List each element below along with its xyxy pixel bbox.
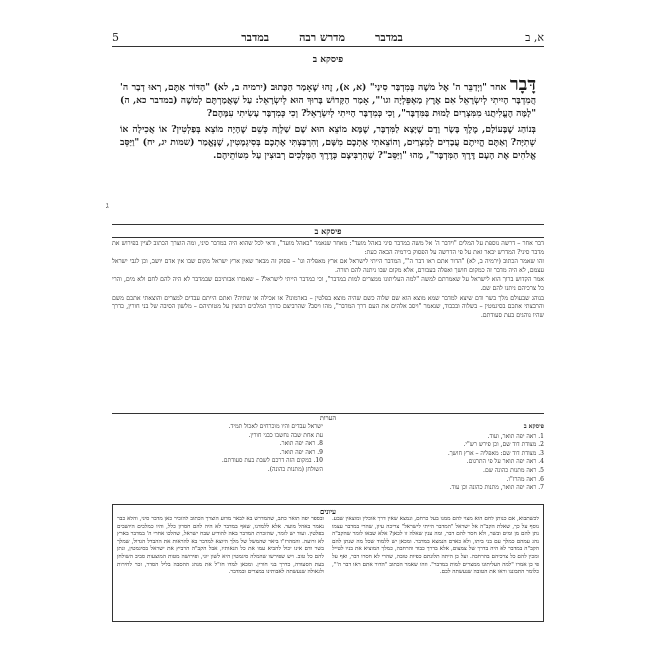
header-label-left: במדבר [241, 30, 270, 44]
commentary [112, 240, 544, 408]
footnotes-divider [112, 413, 544, 422]
footnote: 4. ראה יפה תואר על פי התרגום. [466, 458, 544, 466]
commentary-section-title: פיסקא ב [314, 226, 342, 236]
footnote: 3. מצודת דוד שם: מאפליה – ארץ חושך. [447, 449, 544, 457]
footnote: השולחן (מתנות כהונה). [267, 465, 323, 473]
footnote: 6. ראה מהרז"ו. [506, 475, 544, 483]
chapter-ref: א, ב [525, 30, 544, 44]
insight-box-columns [117, 516, 539, 616]
footnote: 8. ראה יפה תואר. [279, 440, 323, 448]
footnote: 5. ראה מתנות כהונה שם. [483, 466, 544, 474]
page-header [112, 28, 544, 47]
footnotes-right-column [333, 423, 544, 501]
commentary-paragraph: זהו שאמר הכתוב (ירמיה ב, לא) "הדור אתם ראו דבר ה'", המדבר הייתי לישראל אם ארץ מאפליה וגו' – פסוק זה מבאר שאין ארץ ישראל מקום שבו אין אדם יושב, וכן לגבי ישראל עצמם, לא היה מדבר זה כמקום חושך ואפלה בעבורם, אלא מקום שבו ניתנה להם תורה. [112, 258, 544, 274]
commentary-paragraph: בנוהג שבעולם מלך בשר ודם שיצא למדבר שמא מוצא הוא שם שלוה כשם שהיה מוצא בפלטין – בארמונו? או אכילה או שתיה? ואתם הייתם עבדים למצרים והוצאתי אתכם משם והרבצתי אתכם בסיגמטין – בשלוה ובכבוד, שנאמר "ויסב אלהים את העם דרך המדבר", מהו ויסב? שהרביצם כדרך המלכים רבוצין על מטותיהם – מלשון הסיבה של בני חורין, כדרך שהיו נוהגים בעת סעודתם. [112, 294, 544, 319]
main-section-title: פיסקא ב [312, 55, 344, 65]
insight-box [112, 504, 544, 622]
footnote: 2. מצודת דוד שם, וכן פירש רש"י. [463, 441, 544, 449]
commentary-paragraph: דבר אחר – דרשה נוספת על המלים "וידבר ה' אל משה במדבר סיני באהל מועד": מאחר שנאמר "באהל מועד", ודאי לכל שהוא היה במדבר סיני, ומה הוצרך הכתוב לציין בפירוש את מדבר סיני? המדרש יבאר זאת על פי הדרשה על הפסוק בירמיה הבאה כעת: [112, 240, 544, 256]
footnotes [112, 423, 544, 501]
footnote: ישראל עבדים והיו מוכרחים לאכול תמיד. [228, 423, 323, 430]
main-paragraph-text: אחר "וַיְדַבֵּר ה' אֶל משֶׁה בְּמִדְבַּר סִינַי" (א, א), זֶהוּ שֶׁאָמַר הַכָּתוּב (ירמיה ב, לא) "הַדּוֹר אַתֶּם, רְאוּ דְבַר ה' הֲמִדְבָּר הָיִיתִי לְיִשְׂרָאֵל אִם אֶרֶץ מַאְפֵּלְיָה וגו'", אָמַר הַקָּדוֹשׁ בָּרוּךְ הוּא לְיִשְׂרָאֵל: עַל שֶׁאֲמַרְתֶּם לְמשֶׁה (במדבר כא, ה) "לָמָּה הֶעֱלִיתֻנוּ מִמִּצְרַיִם לָמוּת בַּמִּדְבָּר", וְכִי כְּמִדְבָּר הָיִיתִי לְיִשְׂרָאֵל? וְכִי כְּמִדְבָּר עָשִׂיתִי עִמָּהֶם? [120, 82, 536, 120]
insight-left-column: ובספר יפה תואר כתב, שהמדרש בא לבאר מדוע הוצרך הכתוב להזכיר כאן מדבר סיני, והלא כבר נאמר באהל מועד. אלא ללמדנו, שאף במדבר לא היה להם חסרון כלל, והיו כמלכים היושבים בפלטין. ועוד יש לומר, שהזכרת המדבר באה להודיע שבח ישראל, שהלכו אחרי ה' במדבר בארץ לא זרועה. והמהרז"ו ביאר שהמשל של מלך היוצא למדבר בא להראות את ההבדל הגדול, שמלך בשר ודם אינו יכול להביא עמו את כל הנאותיו, אבל הקב"ה הרביץ את ישראל בסיגמטין, ונתן להם כל טוב. ויש שפירשו שהמלה סיגמטין היא לשון יוני, ופירושה מטות המוצעות סביב השולחן בעת הסעודה, כדרך בני חורין. ומכאן למדו חז"ל את מנהג ההסבה בליל הסדר, זכר לחירות ולגאולה שנעשתה לאבותינו במצרים ובמדבר. [117, 516, 324, 576]
main-paragraph: בְּנוֹהַג שֶׁבָּעוֹלָם, מֶלֶךְ בָּשָׂר וָדָם שֶׁיָּצָא לַמִּדְבָּר, שֶׁמָּא מוֹצֵא הוּא שָׁם שַׁלְוָה כְּשֵׁם שֶׁהָיָה מוֹצֵא בְּפַלְטִין? אוֹ אֲכִילָה אוֹ שְׁתִיָּה? וְאַתֶּם הֱיִיתֶם עֲבָדִים לְמִצְרַיִם, וְהוֹצֵאתִי אֶתְכֶם מִשָּׁם, וְהִרְבַּצְתִּי אֶתְכֶם בְּסִיגְמָטִין, שֶׁנֶּאֱמַר (שמות יג, יח) "וַיַּסֵּב אֱלֹהִים אֶת הָעָם דֶּרֶךְ הַמִּדְבָּר", מַהוּ "וַיַּסֵּב"? שֶׁהִרְבִּיצָם כְּדֶרֶךְ הַמְּלָכִים רְבוּצִין עַל מִטּוֹתֵיהֶם. [120, 123, 536, 162]
side-mark: ג [106, 201, 109, 210]
footnotes-heading: פיסקא ב [523, 423, 544, 430]
running-title [119, 31, 525, 44]
main-text [120, 74, 536, 164]
page [106, 28, 544, 622]
footnote: 7. ראה יפה תואר, מתנות כהונה וכן עוד. [449, 484, 544, 492]
footnote: 9. ראה יפה תואר. [279, 448, 323, 456]
opening-word: דָּבָר [509, 74, 536, 95]
footnotes-left-column [112, 423, 323, 501]
commentary-header [112, 224, 544, 238]
commentary-paragraph: אמר הקדוש ברוך הוא לישראל על שאמרתם למשה "למה העליתונו ממצרים למות במדבר", וכי כמדבר הייתי לישראל? – שאמרו אבותיכם שבמדבר לא היה להם לחם ולא מים, והרי כל צרכיהם ניתנו להם שם. [112, 276, 544, 292]
insight-right-column: לכשתבוא, אם כנותן לחם הוא מצוי להם ממנו בעל כרחם, ונמצא שאין דרך אוכלין ומוצאין שבע. נוסף על כך, שאלת הקב"ה אל ישראל "המדבר הייתי לישראל" צריכה עיון, שהרי במדבר עצמו נתן להם מן ומים ובשר, ולא חסר להם דבר, ומה ענין שאלה זו לכאן? אלא שבאו לומר שהקב"ה נהג עמהם כמלך עם בני ביתו, ולא כאדם הנמצא במדבר. ומכאן יש ללמוד שכל מה שנתן להם הקב"ה במדבר לא היה בדרך של צמצום, אלא בדרך כבוד והרחבה, כמלך המוציא את בניו לטייל ומכין להם כל צרכיהם בהרחבה. ועל כן היתה תלונתם כפיות טובה, שהרי לא חסרו דבר, ואף על פי כן אמרו "למה העליתונו ממצרים למות במדבר". וזהו שאמר הכתוב "הדור אתם ראו דבר ה'", כלומר התבוננו וראו את הטובה שנעשתה לכם. [332, 516, 539, 576]
footnote: 1. ראה יפה תואר, ועוד. [487, 432, 544, 440]
main-paragraph [120, 74, 536, 121]
header-label-right: במדבר [374, 30, 403, 44]
footnote: 10. במקום הזה דרכם לשבת בעת סעודתם. [221, 457, 323, 465]
footnotes-label: הערות [319, 414, 337, 422]
header-title: מדרש רבה [299, 30, 345, 44]
footnote: עת אחת שבה נחשבו כבני חורין. [248, 431, 323, 439]
page-number: 5 [112, 30, 119, 44]
insight-box-title: עיונים [319, 507, 337, 516]
